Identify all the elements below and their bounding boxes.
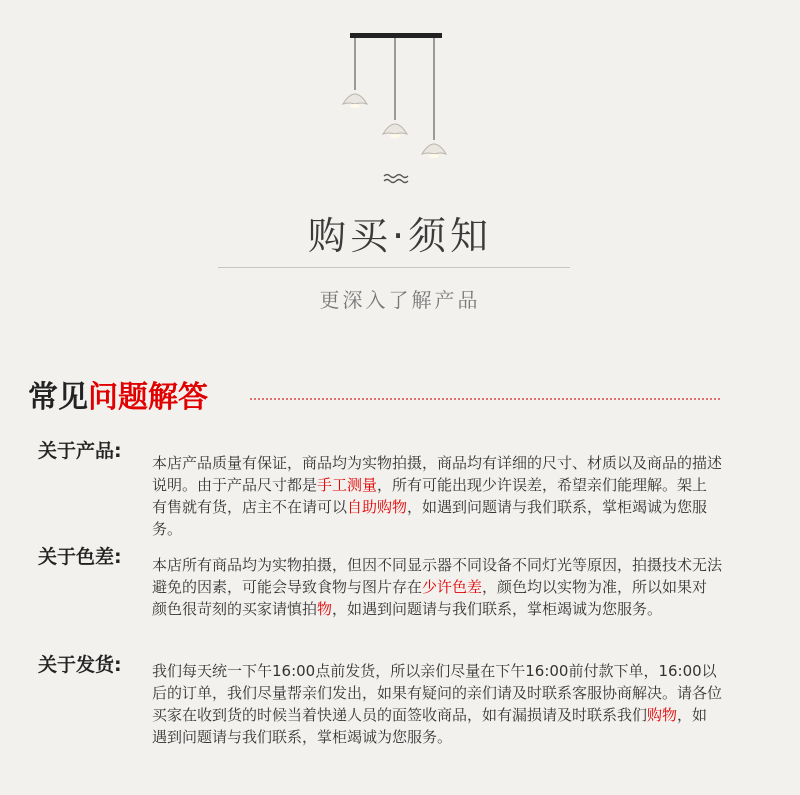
faq-label-shipping: 关于发货: [38, 654, 122, 676]
wave-ornament-icon [382, 172, 410, 186]
faq-heading [28, 372, 208, 416]
title-divider [218, 267, 570, 268]
faq-heading-red: 问题解答 [88, 380, 208, 415]
page-subtitle: 更深入了解产品 [319, 288, 481, 312]
pendant-lamp-illustration [330, 28, 460, 178]
faq-label-color: 关于色差: [38, 546, 122, 568]
faq-label-product: 关于产品: [38, 440, 122, 462]
faq-answer-color: 本店所有商品均为实物拍摄，但因不同显示器不同设备不同灯光等原因，拍摄技术无法避免的因素，可能会导致食物与图片存在少许色差，颜色均以实物为准，所以如果对颜色很苛刻的买家请慎拍物，如遇到问题请与我们联系，掌柜竭诚为您服务。 [152, 556, 723, 618]
faq-answer-product: 本店产品质量有保证，商品均为实物拍摄，商品均有详细的尺寸、材质以及商品的描述说明。由于产品尺寸都是手工测量，所有可能出现少许误差，希望亲们能理解。架上有售就有货，店主不在请可以自助购物，如遇到问题请与我们联系，掌柜竭诚为您服务。 [152, 454, 723, 538]
faq-answer-shipping: 我们每天统一下午16:00点前发货，所以亲们尽量在下午16:00前付款下单，16:00以后的订单，我们尽量帮亲们发出，如果有疑问的亲们请及时联系客服协商解决。请各位买家在收到货的时候当着快递人员的面签收商品，如有漏损请及时联系我们购物，如遇到问题请与我们联系，掌柜竭诚为您服务。 [152, 662, 723, 746]
faq-dotted-divider [250, 398, 720, 400]
page-title: 购买·须知 [307, 214, 493, 258]
faq-heading-black: 常见 [28, 380, 88, 415]
